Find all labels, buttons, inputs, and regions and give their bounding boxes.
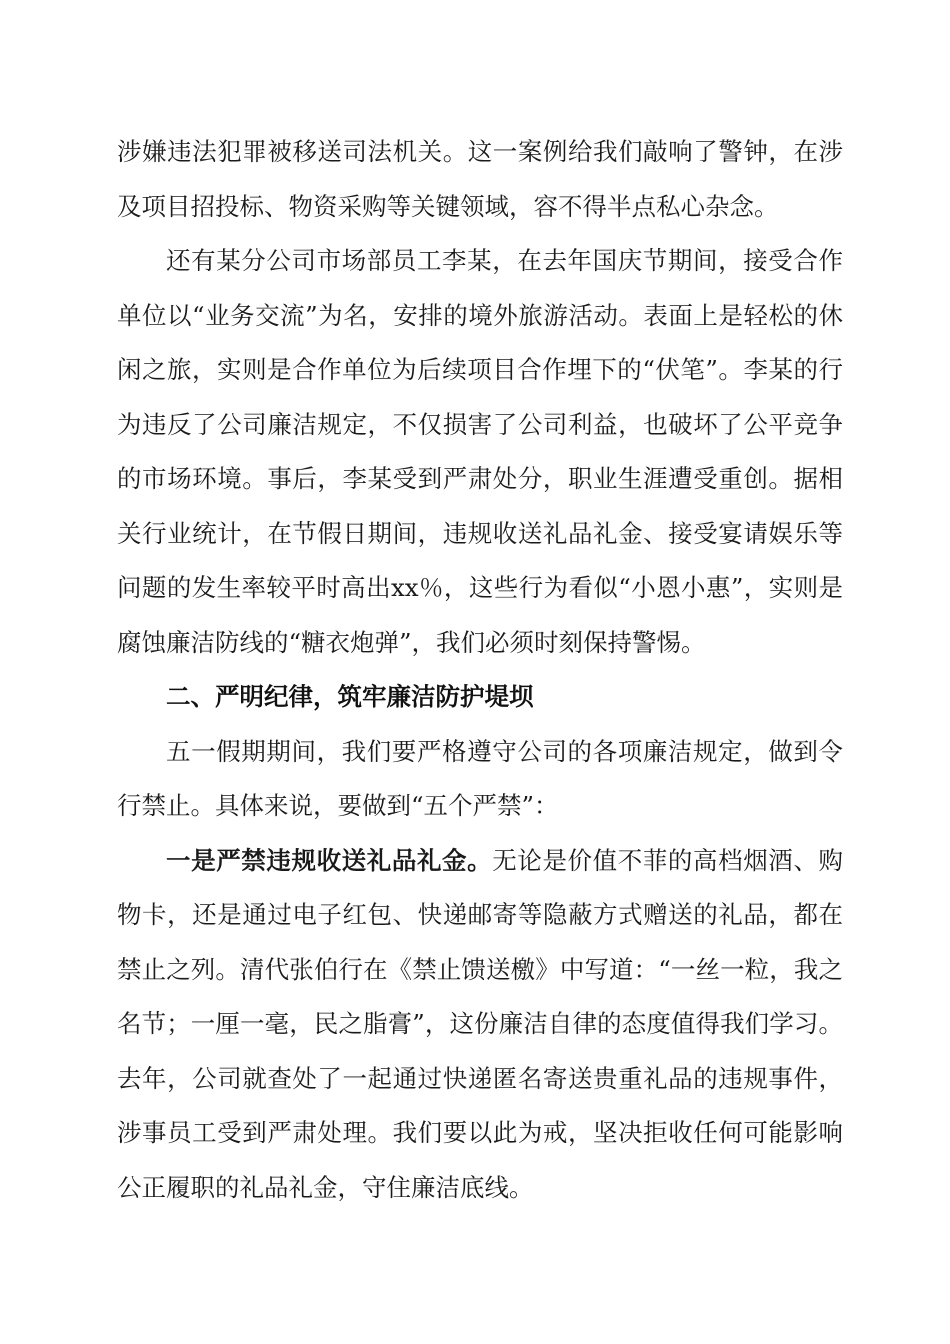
document-body: [117, 125, 843, 1215]
paragraph-case-conclusion: 涉嫌违法犯罪被移送司法机关。这一案例给我们敲响了警钟，在涉及项目招投标、物资采购等关键领域，容不得半点私心杂念。: [117, 137, 843, 221]
paragraph-intro: 五一假期期间，我们要严格遵守公司的各项廉洁规定，做到令行禁止。具体来说，要做到“五个严禁”：: [117, 736, 843, 820]
rule-one-body: 无论是价值不菲的高档烟酒、购物卡，还是通过电子红包、快递邮寄等隐蔽方式赠送的礼品，都在禁止之列。清代张伯行在《禁止馈送檄》中写道：“一丝一粒，我之名节；一厘一毫，民之脂膏”，这份廉洁自律的态度值得我们学习。去年，公司就查处了一起通过快递匿名寄送贵重礼品的违规事件，涉事员工受到严肃处理。我们要以此为戒，坚决拒收任何可能影响公正履职的礼品礼金，守住廉洁底线。: [117, 845, 843, 1202]
paragraph-case-li: 还有某分公司市场部员工李某，在去年国庆节期间，接受合作单位以“业务交流”为名，安排的境外旅游活动。表面上是轻松的休闲之旅，实则是合作单位为后续项目合作埋下的“伏笔”。李某的行为违反了公司廉洁规定，不仅损害了公司利益，也破坏了公平竞争的市场环境。事后，李某受到严肃处分，职业生涯遭受重创。据相关行业统计，在节假日期间，违规收送礼品礼金、接受宴请娱乐等问题的发生率较平时高出xx％，这些行为看似“小恩小惠”，实则是腐蚀廉洁防线的“糖衣炮弹”，我们必须时刻保持警惕。: [117, 246, 843, 657]
section-heading: 二、严明纪律，筑牢廉洁防护堤坝: [166, 682, 534, 711]
rule-one-lead: 一是严禁违规收送礼品礼金。: [166, 845, 493, 875]
paragraph-rule-one: [117, 834, 843, 1216]
